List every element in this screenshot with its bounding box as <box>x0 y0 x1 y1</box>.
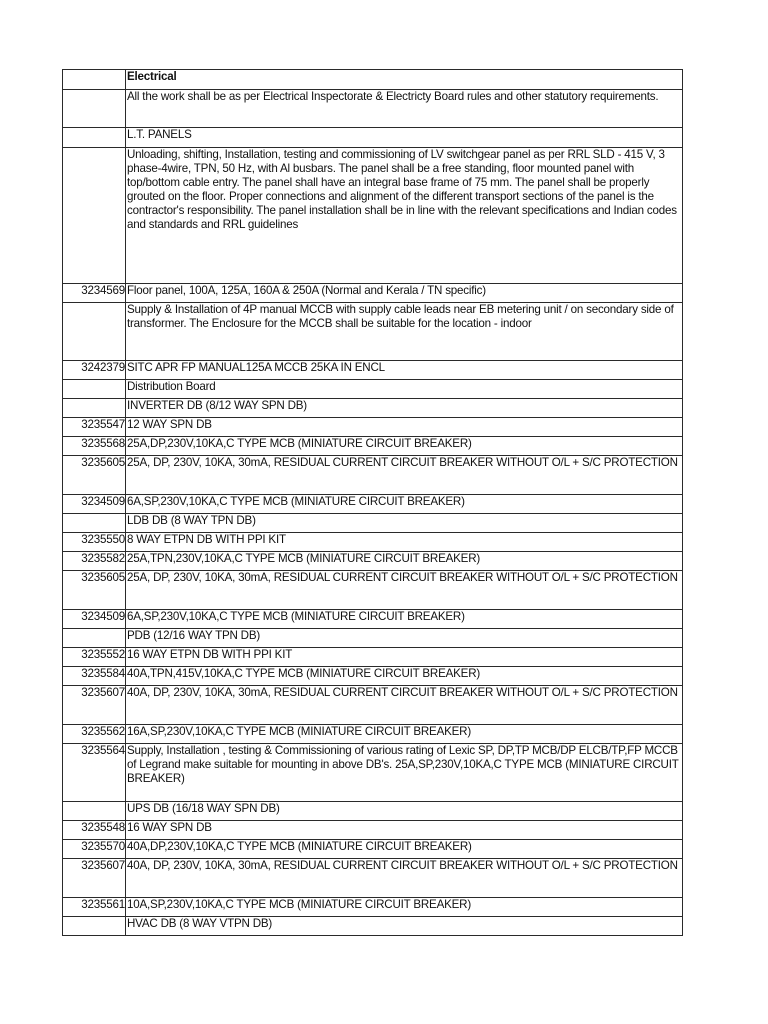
item-code-cell <box>63 399 126 418</box>
table-row <box>63 533 683 552</box>
table-row <box>63 802 683 821</box>
item-code-cell: 3235568 <box>63 437 126 456</box>
table-row <box>63 686 683 725</box>
table-row <box>63 840 683 859</box>
item-code-cell: 3234509 <box>63 610 126 629</box>
table-row <box>63 70 683 90</box>
description-cell: 25A,DP,230V,10KA,C TYPE MCB (MINIATURE CIRCUIT BREAKER) <box>126 437 683 456</box>
item-code-cell: 3234509 <box>63 495 126 514</box>
description-cell: 16 WAY SPN DB <box>126 821 683 840</box>
description-cell: 6A,SP,230V,10KA,C TYPE MCB (MINIATURE CIRCUIT BREAKER) <box>126 610 683 629</box>
table-row <box>63 667 683 686</box>
item-code-cell <box>63 90 126 128</box>
table-row <box>63 629 683 648</box>
table-row <box>63 148 683 284</box>
item-code-cell <box>63 148 126 284</box>
table-row <box>63 284 683 303</box>
table-row <box>63 610 683 629</box>
table-row <box>63 514 683 533</box>
section-heading: Electrical <box>126 70 683 90</box>
item-code-cell <box>63 128 126 148</box>
description-cell: 40A, DP, 230V, 10KA, 30mA, RESIDUAL CURRENT CIRCUIT BREAKER WITHOUT O/L + S/C PROTECTION <box>126 859 683 898</box>
item-code-cell: 3234569 <box>63 284 126 303</box>
table-row <box>63 648 683 667</box>
item-code-cell: 3235562 <box>63 725 126 744</box>
item-code-cell: 3235605 <box>63 571 126 610</box>
table-row <box>63 898 683 917</box>
description-cell: 40A,DP,230V,10KA,C TYPE MCB (MINIATURE CIRCUIT BREAKER) <box>126 840 683 859</box>
table-row <box>63 399 683 418</box>
description-cell: PDB (12/16 WAY TPN DB) <box>126 629 683 648</box>
description-cell: 25A, DP, 230V, 10KA, 30mA, RESIDUAL CURRENT CIRCUIT BREAKER WITHOUT O/L + S/C PROTECTION <box>126 571 683 610</box>
item-code-cell: 3235607 <box>63 859 126 898</box>
boq-table-body <box>63 70 683 936</box>
item-code-cell <box>63 70 126 90</box>
table-row <box>63 744 683 802</box>
description-cell: 8 WAY ETPN DB WITH PPI KIT <box>126 533 683 552</box>
item-code-cell: 3235561 <box>63 898 126 917</box>
description-cell: 40A,TPN,415V,10KA,C TYPE MCB (MINIATURE CIRCUIT BREAKER) <box>126 667 683 686</box>
table-row <box>63 90 683 128</box>
description-cell: HVAC DB (8 WAY VTPN DB) <box>126 917 683 936</box>
description-cell: 40A, DP, 230V, 10KA, 30mA, RESIDUAL CURRENT CIRCUIT BREAKER WITHOUT O/L + S/C PROTECTION <box>126 686 683 725</box>
description-cell: 25A,TPN,230V,10KA,C TYPE MCB (MINIATURE CIRCUIT BREAKER) <box>126 552 683 571</box>
description-cell: 16 WAY ETPN DB WITH PPI KIT <box>126 648 683 667</box>
description-cell: 25A, DP, 230V, 10KA, 30mA, RESIDUAL CURRENT CIRCUIT BREAKER WITHOUT O/L + S/C PROTECTION <box>126 456 683 495</box>
item-code-cell: 3235607 <box>63 686 126 725</box>
item-code-cell <box>63 380 126 399</box>
table-row <box>63 552 683 571</box>
description-cell: SITC APR FP MANUAL125A MCCB 25KA IN ENCL <box>126 361 683 380</box>
table-row <box>63 380 683 399</box>
description-cell: Supply & Installation of 4P manual MCCB with supply cable leads near EB metering unit / on secondary side of transformer. The Enclosure for the MCCB shall be suitable for the location - indoor <box>126 303 683 361</box>
item-code-cell <box>63 802 126 821</box>
description-cell: LDB DB (8 WAY TPN DB) <box>126 514 683 533</box>
item-code-cell: 3235570 <box>63 840 126 859</box>
description-cell: Unloading, shifting, Installation, testing and commissioning of LV switchgear panel as per RRL SLD - 415 V, 3 phase-4wire, TPN, 50 Hz, with Al busbars. The panel shall be a free standing, floor mounted panel with top/bottom cable entry. The panel shall have an integral base frame of 75 mm. The panel shall be properly grouted on the floor. Proper connections and alignment of the different transport sections of the panel is the contractor's responsibility. The panel installation shall be in line with the relevant specifications and Indian codes and standards and RRL guidelines <box>126 148 683 284</box>
table-row <box>63 917 683 936</box>
item-code-cell: 3242379 <box>63 361 126 380</box>
description-cell: 6A,SP,230V,10KA,C TYPE MCB (MINIATURE CIRCUIT BREAKER) <box>126 495 683 514</box>
description-cell: Supply, Installation , testing & Commissioning of various rating of Lexic SP, DP,TP MCB/DP ELCB/TP,FP MCCB of Legrand make suitable for mounting in above DB's. 25A,SP,230V,10KA,C TYPE MCB (MINIATURE CIRCUIT BREAKER) <box>126 744 683 802</box>
description-cell: Floor panel, 100A, 125A, 160A & 250A (Normal and Kerala / TN specific) <box>126 284 683 303</box>
item-code-cell: 3235582 <box>63 552 126 571</box>
table-row <box>63 303 683 361</box>
item-code-cell <box>63 629 126 648</box>
description-cell: L.T. PANELS <box>126 128 683 148</box>
table-row <box>63 859 683 898</box>
item-code-cell: 3235552 <box>63 648 126 667</box>
description-cell: All the work shall be as per Electrical Inspectorate & Electricty Board rules and other statutory requirements. <box>126 90 683 128</box>
description-cell: 12 WAY SPN DB <box>126 418 683 437</box>
table-row <box>63 821 683 840</box>
description-cell: 10A,SP,230V,10KA,C TYPE MCB (MINIATURE CIRCUIT BREAKER) <box>126 898 683 917</box>
item-code-cell: 3235547 <box>63 418 126 437</box>
boq-table <box>62 69 683 936</box>
item-code-cell <box>63 303 126 361</box>
table-row <box>63 361 683 380</box>
item-code-cell: 3235584 <box>63 667 126 686</box>
table-row <box>63 128 683 148</box>
description-cell: UPS DB (16/18 WAY SPN DB) <box>126 802 683 821</box>
table-row <box>63 456 683 495</box>
item-code-cell <box>63 514 126 533</box>
table-row <box>63 571 683 610</box>
item-code-cell: 3235550 <box>63 533 126 552</box>
item-code-cell: 3235564 <box>63 744 126 802</box>
table-row <box>63 495 683 514</box>
description-cell: 16A,SP,230V,10KA,C TYPE MCB (MINIATURE CIRCUIT BREAKER) <box>126 725 683 744</box>
item-code-cell: 3235605 <box>63 456 126 495</box>
table-row <box>63 418 683 437</box>
description-cell: Distribution Board <box>126 380 683 399</box>
description-cell: INVERTER DB (8/12 WAY SPN DB) <box>126 399 683 418</box>
item-code-cell: 3235548 <box>63 821 126 840</box>
table-row <box>63 725 683 744</box>
item-code-cell <box>63 917 126 936</box>
table-row <box>63 437 683 456</box>
